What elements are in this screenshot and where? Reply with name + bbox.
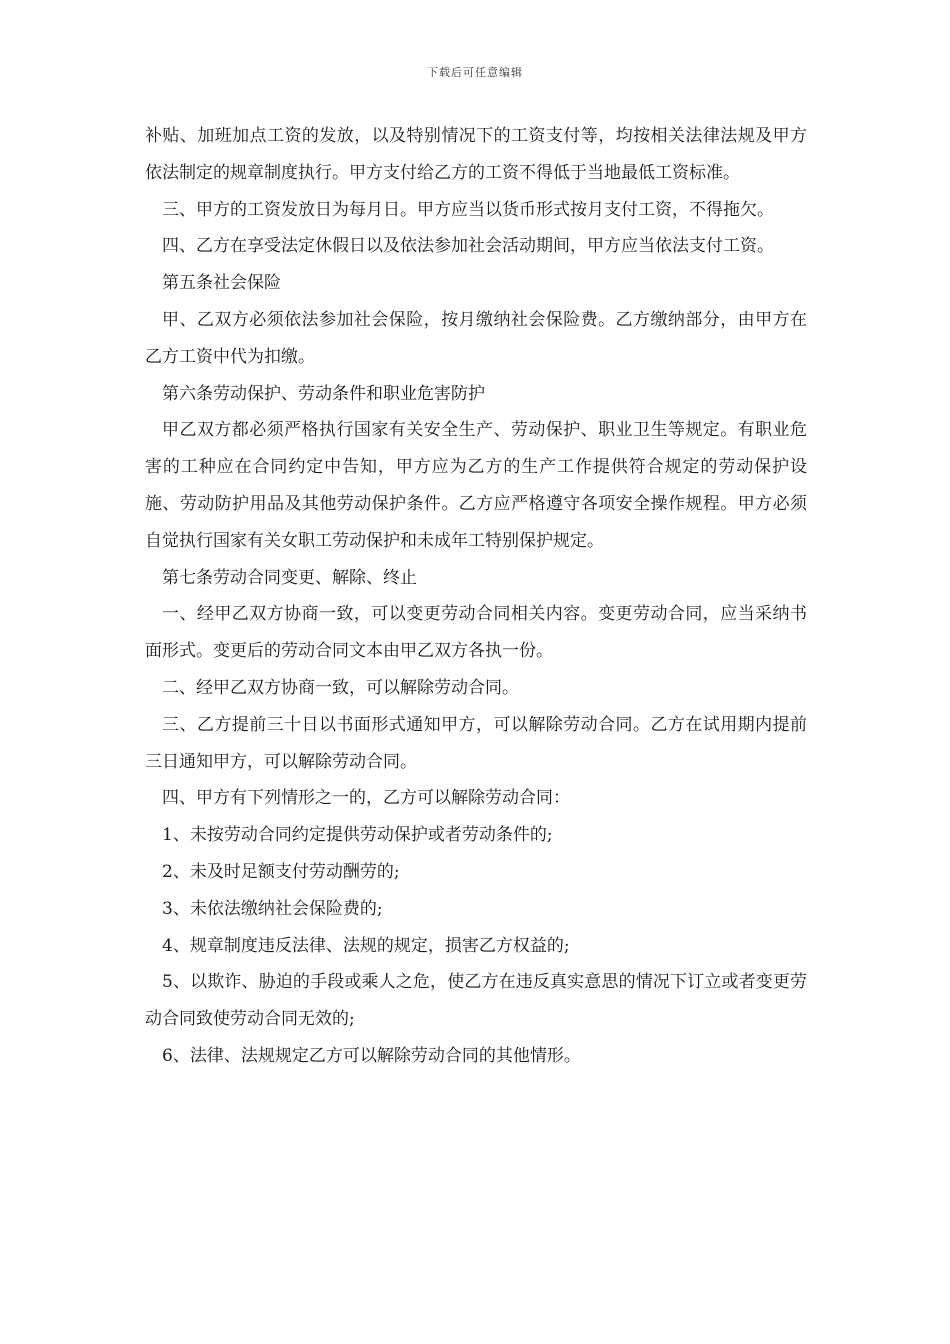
paragraph-holiday-pay: 四、乙方在享受法定休假日以及依法参加社会活动期间，甲方应当依法支付工资。: [162, 236, 774, 257]
section-heading-labor-protection: 第六条劳动保护、劳动条件和职业危害防护: [162, 383, 485, 404]
document-body: [145, 118, 807, 1075]
list-item-condition-6: 6、法律、法规规定乙方可以解除劳动合同的其他情形。: [162, 1045, 581, 1066]
paragraph-wage-rules: 补贴、加班加点工资的发放，以及特别情况下的工资支付等，均按相关法律法规及甲方依法制定的规章制度执行。甲方支付给乙方的工资不得低于当地最低工资标准。: [145, 126, 807, 183]
list-item-condition-1: 1、未按劳动合同约定提供劳动保护或者劳动条件的;: [162, 825, 553, 846]
paragraph-pay-day: 三、甲方的工资发放日为每月日。甲方应当以货币形式按月支付工资，不得拖欠。: [162, 199, 774, 220]
paragraph-contract-change: 一、经甲乙双方协商一致，可以变更劳动合同相关内容。变更劳动合同，应当采纳书面形式。变更后的劳动合同文本由甲乙双方各执一份。: [145, 604, 807, 662]
list-item-condition-3: 3、未依法缴纳社会保险费的;: [162, 898, 383, 919]
list-item-condition-4: 4、规章制度违反法律、法规的规定，损害乙方权益的;: [162, 935, 570, 956]
list-item-condition-5: 5、以欺诈、胁迫的手段或乘人之危，使乙方在违反真实意思的情况下订立或者变更劳动合同致使劳动合同无效的;: [145, 972, 807, 1030]
paragraph-notice-termination: 三、乙方提前三十日以书面形式通知甲方，可以解除劳动合同。乙方在试用期内提前三日通知甲方，可以解除劳动合同。: [145, 714, 807, 772]
section-heading-social-insurance: 第五条社会保险: [162, 273, 281, 294]
paragraph-labor-protection: 甲乙双方都必须严格执行国家有关安全生产、劳动保护、职业卫生等规定。有职业危害的工种应在合同约定中告知，甲方应为乙方的生产工作提供符合规定的劳动保护设施、劳动防护用品及其他劳动保护条件。乙方应严格遵守各项安全操作规程。甲方必须自觉执行国家有关女职工劳动保护和未成年工特别保护规定。: [145, 420, 807, 551]
list-item-condition-2: 2、未及时足额支付劳动酬劳的;: [162, 861, 400, 882]
paragraph-mutual-termination: 二、经甲乙双方协商一致，可以解除劳动合同。: [162, 677, 519, 698]
paragraph-social-insurance: 甲、乙双方必须依法参加社会保险，按月缴纳社会保险费。乙方缴纳部分，由甲方在乙方工资中代为扣缴。: [145, 309, 807, 367]
paragraph-termination-conditions: 四、甲方有下列情形之一的，乙方可以解除劳动合同：: [162, 788, 570, 809]
section-heading-contract-change: 第七条劳动合同变更、解除、终止: [162, 567, 417, 588]
page-header: 下载后可任意编辑: [427, 66, 523, 79]
